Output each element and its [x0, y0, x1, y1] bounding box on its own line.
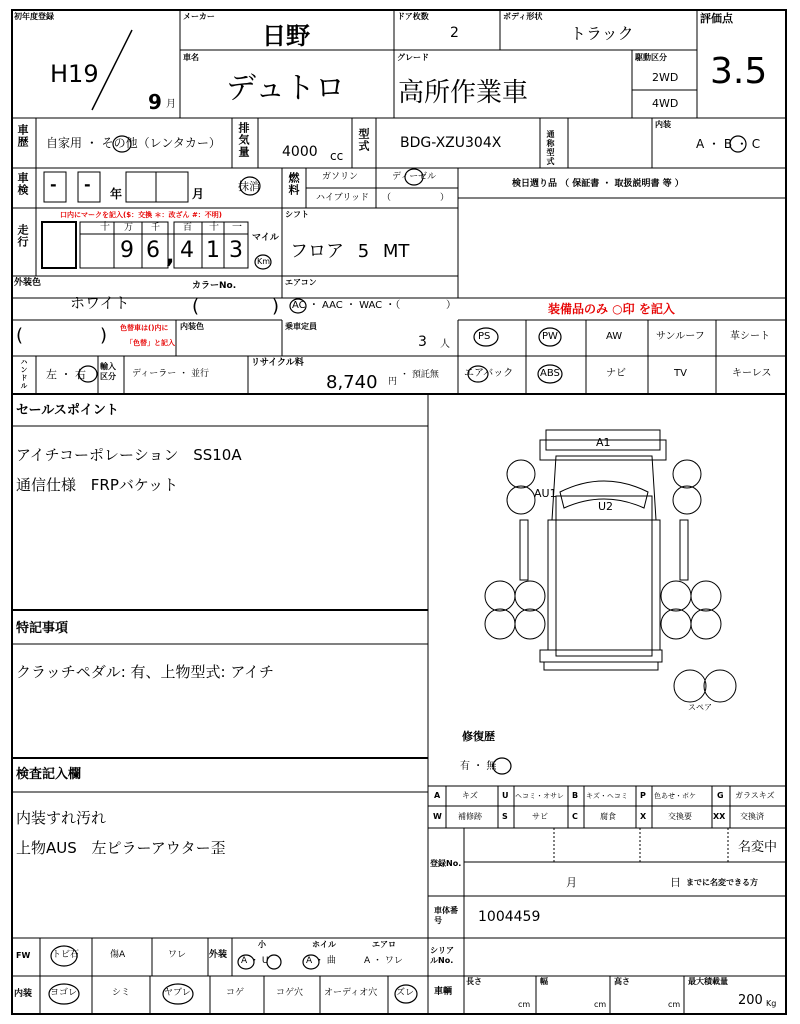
equip-navi: ナビ	[606, 368, 626, 379]
doors-label: ドア枚数	[397, 12, 429, 21]
recycle-value: 8,740	[326, 372, 378, 393]
drive-label: 駆動区分	[635, 53, 667, 62]
docs-label: 検日週り品 （ 保証書 ・ 取扱説明書 等 ）	[512, 179, 684, 189]
color-change-paren-open: (	[16, 325, 24, 346]
legend-code-g: G	[717, 791, 724, 800]
hybrid-paren-close: ）	[440, 193, 450, 203]
size-label: 車輌	[434, 987, 453, 997]
fuel-label: 燃料	[287, 172, 300, 196]
fuel-gasoline: ガソリン	[322, 172, 359, 182]
max-load-value: 200	[738, 993, 763, 1008]
fuel-hybrid: ハイブリッド	[316, 193, 370, 203]
name-change: 名変中	[738, 840, 778, 855]
height-cm: cm	[668, 1000, 681, 1009]
score-label: 評価点	[700, 12, 733, 25]
color-no-paren-close: )	[272, 296, 280, 317]
import-options: ディーラー ・ 並行	[132, 369, 210, 379]
legend-code-p: P	[640, 791, 646, 800]
inspect-notes-line-1: 内装すれ汚れ	[16, 809, 107, 827]
exterior-color-value: ホワイト	[70, 294, 130, 312]
mileage-label: 走行	[16, 224, 29, 248]
registration-deadline: までに名変できる方	[686, 878, 758, 887]
bottom-interior-label: 内装	[14, 989, 33, 999]
year-label: 年	[110, 187, 123, 201]
displacement-label: 排気量	[237, 122, 250, 158]
unit-header-sen: 千	[151, 223, 161, 233]
displacement-value: 4000	[282, 144, 318, 160]
ac-options: AC ・ AAC ・ WAC ・（	[292, 300, 401, 311]
maker-value: 日野	[262, 22, 310, 50]
drive-4wd: 4WD	[652, 97, 679, 110]
legend-text-c: 腐食	[600, 812, 616, 821]
shift-value: フロア 5 MT	[290, 241, 410, 262]
expired-option: 抹消	[238, 180, 260, 193]
history-options: 自家用 ・ その他（レンタカー）	[46, 136, 221, 150]
fw-item-tobiishi: トビ石	[52, 950, 80, 960]
hybrid-paren-open: （	[382, 193, 392, 203]
unit-header-hyaku: 百	[183, 223, 193, 233]
body-value: トラック	[570, 24, 634, 43]
capacity-unit: 人	[440, 339, 450, 350]
capacity-label: 乗車定員	[285, 322, 317, 331]
name-label: 車名	[183, 53, 199, 62]
inspect-notes-title: 検査記入欄	[16, 767, 82, 782]
mileage-digit-3: 4	[180, 238, 194, 263]
mile-label: マイル	[252, 233, 279, 243]
equip-abs: ABS	[540, 368, 560, 379]
truck-diagram	[485, 430, 736, 702]
equip-keyless: キーレス	[732, 368, 772, 379]
legend-text-u: ヘコミ・オサレ	[515, 792, 564, 800]
unit-header-jyuman: 十	[100, 222, 110, 233]
small-label: 小	[258, 940, 266, 949]
equip-aw: AW	[606, 331, 623, 342]
wheel-label: ホイル	[312, 940, 336, 949]
grade-value: 高所作業車	[398, 78, 529, 108]
first-reg-label: 初年度登録	[14, 12, 54, 21]
legend-text-s: サビ	[532, 812, 548, 821]
mileage-digit-1: 9	[120, 238, 134, 263]
maker-label: メーカー	[183, 12, 215, 21]
drive-2wd: 2WD	[652, 71, 679, 84]
equip-pw: PW	[542, 331, 558, 342]
repair-label: 修復歴	[462, 730, 495, 743]
color-change-note-1: 色替車は()内に	[120, 324, 169, 332]
legend-code-x: X	[640, 812, 647, 821]
interior-item-shimi: シミ	[112, 988, 131, 998]
mileage-note: 口内にマークを記入($：交換 ＊：改ざん #：不明)	[60, 211, 223, 219]
legend-code-b: B	[572, 791, 579, 800]
capacity-value: 3	[418, 334, 427, 350]
color-no-label: カラーNo.	[192, 281, 237, 291]
color-change-note-2: 「色替」と記入	[126, 339, 175, 347]
equip-airbag: エアバック	[464, 368, 514, 379]
small-options: A ・ U	[241, 956, 269, 966]
diagram-spare: スペア	[688, 703, 712, 712]
legend-text-g: ガラスキズ	[735, 791, 775, 800]
legend-code-a: A	[434, 791, 441, 800]
max-load-unit: Kg	[766, 999, 777, 1008]
mileage-comma: ,	[166, 244, 175, 269]
sales-line-2: 通信仕様 FRPバケット	[16, 476, 179, 494]
registration-label: 登録No.	[430, 859, 462, 868]
aero-options: A ・ ワレ	[364, 956, 403, 966]
interior-item-audio-ana: オーディオ穴	[324, 988, 378, 998]
length-label: 長さ	[466, 977, 482, 986]
unit-header-ichi: 一	[232, 222, 242, 233]
model-label: 型式	[357, 128, 370, 152]
inspection-dash-1: -	[50, 175, 57, 194]
height-label: 高さ	[614, 977, 630, 986]
shift-label: シフト	[285, 210, 309, 219]
chassis-label: 車体番号	[434, 906, 458, 926]
repair-options: 有 ・ 無	[460, 761, 497, 772]
legend-text-a: キズ	[462, 791, 478, 800]
sales-title: セールスポイント	[16, 403, 119, 418]
registration-month: 月	[566, 876, 577, 889]
month-label: 月	[192, 187, 205, 201]
history-label: 車歴	[16, 124, 29, 148]
fw-label: FW	[16, 951, 31, 960]
legend-code-w: W	[433, 812, 442, 821]
mileage-digit-4: 1	[206, 238, 220, 263]
special-title: 特記事項	[16, 621, 69, 636]
chassis-value: 1004459	[478, 909, 541, 925]
import-label: 輸入区分	[100, 362, 116, 381]
equip-leather: 革シート	[730, 331, 770, 342]
inspection-label: 車検	[16, 172, 29, 196]
fuel-diesel: ディーゼル	[392, 172, 437, 182]
interior-item-koge: コゲ	[226, 988, 245, 998]
month-unit: 月	[166, 99, 176, 110]
model-value: BDG-XZU304X	[400, 135, 502, 151]
car-name: デュトロ	[226, 71, 346, 106]
interior-color-label: 内装色	[180, 322, 204, 331]
length-cm: cm	[518, 1000, 531, 1009]
legend-code-u: U	[502, 791, 509, 800]
legend-text-xx: 交換済	[740, 812, 764, 821]
interior-item-zure: ズレ	[396, 988, 415, 998]
month-value: 9	[148, 90, 162, 114]
fw-item-ware: ワレ	[168, 950, 187, 960]
color-no-paren-open: (	[192, 296, 200, 317]
unit-header-man: 万	[124, 223, 134, 233]
diagram-u2: U2	[598, 500, 614, 513]
equip-sunroof: サンルーフ	[656, 331, 705, 342]
ac-label: エアコン	[285, 278, 317, 287]
interior-label: 内装	[655, 120, 671, 129]
exterior-color-label: 外装色	[14, 278, 42, 288]
bottom-exterior-label: 外装	[209, 950, 228, 960]
inspect-notes-line-2: 上物AUS 左ピラーアウター歪	[16, 839, 226, 857]
recycle-unit: 円	[388, 377, 398, 387]
sales-line-1: アイチコーポレーション SS10A	[16, 446, 242, 464]
era-year: H19	[50, 60, 99, 88]
mileage-digit-2: 6	[146, 238, 160, 263]
interior-item-kogeana: コゲ穴	[276, 988, 304, 998]
cc-unit: cc	[330, 149, 344, 163]
equip-tv: TV	[674, 368, 687, 379]
ac-paren-close: ）	[446, 300, 456, 311]
legend-text-p: 色あせ・ボケ	[654, 792, 696, 800]
km-label: Km	[257, 257, 271, 266]
mileage-digit-5: 3	[229, 238, 243, 263]
interior-item-yabure: ヤブレ	[164, 988, 191, 998]
equip-ps: PS	[478, 331, 491, 342]
diagram-au1: AU1	[534, 487, 557, 500]
max-load-label: 最大積載量	[688, 977, 728, 986]
serial-label: シリアルNo.	[430, 946, 454, 966]
interior-item-yogore: ヨゴレ	[50, 988, 78, 998]
interior-grade: A ・ B ・ C	[696, 137, 761, 151]
aero-label: エアロ	[372, 940, 396, 949]
body-label: ボディ形状	[503, 12, 543, 21]
handle-options: 左 ・ 右	[46, 368, 86, 381]
recycle-label: リサイクル料	[251, 358, 304, 368]
special-line-1: クラッチペダル: 有、上物型式: アイチ	[16, 663, 274, 681]
legend-code-c: C	[572, 812, 578, 821]
legend-code-s: S	[502, 812, 508, 821]
common-model-label: 通称型式	[546, 130, 555, 166]
unit-header-jyu: 十	[209, 222, 219, 233]
equipment-header: 装備品のみ ○印 を記入	[548, 302, 675, 316]
color-change-paren-close: )	[100, 325, 108, 346]
recycle-deposit: ・ 預託無	[400, 370, 439, 380]
width-cm: cm	[594, 1000, 607, 1009]
legend-text-w: 補修跡	[458, 812, 482, 821]
fw-item-kizu: 傷A	[110, 950, 126, 960]
diagram-a1: A1	[596, 436, 611, 449]
registration-day: 日	[670, 876, 681, 889]
handle-label: ハンドル	[20, 358, 28, 390]
score-value: 3.5	[710, 51, 768, 92]
legend-code-xx: XX	[713, 812, 726, 821]
legend-text-b: キズ・ヘコミ	[586, 792, 628, 800]
wheel-options: A ・ 曲	[306, 956, 336, 966]
width-label: 幅	[540, 977, 548, 986]
grade-label: グレード	[397, 53, 429, 62]
inspection-dash-2: -	[84, 175, 91, 194]
legend-text-x: 交換要	[668, 812, 692, 821]
doors-value: 2	[450, 25, 459, 41]
